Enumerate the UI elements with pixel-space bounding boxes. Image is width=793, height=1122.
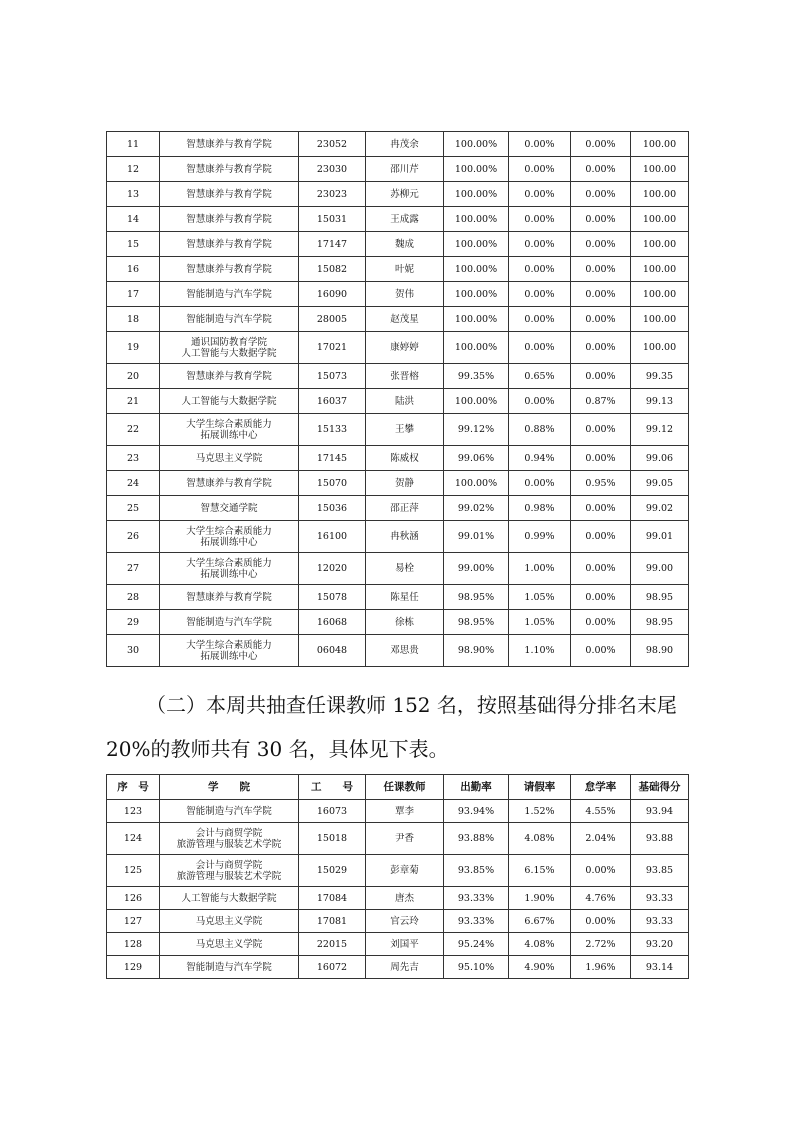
header-absence: 怠学率 [571, 775, 631, 800]
cell-leave: 1.05% [509, 610, 571, 635]
cell-id: 15029 [299, 855, 366, 887]
cell-teacher: 刘国平 [366, 933, 444, 956]
cell-attendance: 100.00% [444, 471, 509, 496]
cell-score: 99.35 [631, 364, 689, 389]
cell-leave: 0.88% [509, 414, 571, 446]
cell-no: 21 [107, 389, 160, 414]
cell-attendance: 100.00% [444, 282, 509, 307]
cell-score: 100.00 [631, 157, 689, 182]
cell-teacher: 贺伟 [366, 282, 444, 307]
cell-no: 13 [107, 182, 160, 207]
cell-score: 100.00 [631, 257, 689, 282]
cell-score: 93.33 [631, 887, 689, 910]
cell-teacher: 魏成 [366, 232, 444, 257]
cell-id: 23030 [299, 157, 366, 182]
cell-leave: 0.00% [509, 232, 571, 257]
cell-college: 智慧康养与教育学院 [160, 364, 299, 389]
cell-college: 会计与商贸学院 旅游管理与服装艺术学院 [160, 823, 299, 855]
cell-teacher: 尹香 [366, 823, 444, 855]
table-row [107, 446, 689, 471]
cell-attendance: 99.35% [444, 364, 509, 389]
cell-college: 智慧康养与教育学院 [160, 182, 299, 207]
table-row [107, 521, 689, 553]
cell-teacher: 苏柳元 [366, 182, 444, 207]
table-row [107, 910, 689, 933]
table-row [107, 553, 689, 585]
table-row [107, 332, 689, 364]
cell-college: 人工智能与大数据学院 [160, 887, 299, 910]
cell-score: 100.00 [631, 182, 689, 207]
cell-attendance: 99.02% [444, 496, 509, 521]
cell-college: 智慧康养与教育学院 [160, 207, 299, 232]
table-row [107, 471, 689, 496]
cell-leave: 0.00% [509, 207, 571, 232]
table-header-row [107, 775, 689, 800]
cell-college: 智慧康养与教育学院 [160, 157, 299, 182]
cell-absence: 4.55% [571, 800, 631, 823]
cell-absence: 0.00% [571, 414, 631, 446]
cell-college: 智慧康养与教育学院 [160, 585, 299, 610]
cell-id: 15078 [299, 585, 366, 610]
cell-absence: 0.95% [571, 471, 631, 496]
cell-score: 93.94 [631, 800, 689, 823]
cell-absence: 2.72% [571, 933, 631, 956]
cell-college: 智能制造与汽车学院 [160, 956, 299, 979]
cell-score: 93.14 [631, 956, 689, 979]
table-row [107, 887, 689, 910]
cell-teacher: 邵正萍 [366, 496, 444, 521]
cell-leave: 0.00% [509, 182, 571, 207]
cell-id: 16037 [299, 389, 366, 414]
cell-score: 98.95 [631, 585, 689, 610]
cell-id: 16073 [299, 800, 366, 823]
cell-leave: 4.08% [509, 933, 571, 956]
cell-attendance: 99.06% [444, 446, 509, 471]
cell-attendance: 93.94% [444, 800, 509, 823]
cell-college: 智能制造与汽车学院 [160, 307, 299, 332]
cell-teacher: 王成露 [366, 207, 444, 232]
cell-college: 大学生综合素质能力 拓展训练中心 [160, 521, 299, 553]
table-row [107, 933, 689, 956]
cell-leave: 0.98% [509, 496, 571, 521]
cell-attendance: 100.00% [444, 182, 509, 207]
cell-absence: 0.00% [571, 132, 631, 157]
cell-id: 17081 [299, 910, 366, 933]
cell-college: 人工智能与大数据学院 [160, 389, 299, 414]
cell-score: 99.12 [631, 414, 689, 446]
cell-absence: 0.00% [571, 282, 631, 307]
cell-absence: 0.00% [571, 207, 631, 232]
cell-absence: 0.00% [571, 585, 631, 610]
cell-no: 23 [107, 446, 160, 471]
header-no: 序 号 [107, 775, 160, 800]
table-row [107, 610, 689, 635]
cell-no: 26 [107, 521, 160, 553]
table-row [107, 157, 689, 182]
cell-college: 智慧康养与教育学院 [160, 471, 299, 496]
cell-teacher: 贺静 [366, 471, 444, 496]
summary-paragraph [106, 683, 706, 771]
table-row [107, 956, 689, 979]
cell-college: 马克思主义学院 [160, 933, 299, 956]
cell-leave: 6.67% [509, 910, 571, 933]
ranking-table-bottom-body [107, 800, 689, 979]
cell-score: 100.00 [631, 207, 689, 232]
table-row [107, 257, 689, 282]
cell-id: 15082 [299, 257, 366, 282]
cell-id: 15036 [299, 496, 366, 521]
cell-absence: 0.00% [571, 364, 631, 389]
table-row [107, 364, 689, 389]
cell-attendance: 95.10% [444, 956, 509, 979]
cell-absence: 4.76% [571, 887, 631, 910]
cell-no: 129 [107, 956, 160, 979]
cell-attendance: 100.00% [444, 157, 509, 182]
cell-no: 12 [107, 157, 160, 182]
cell-leave: 0.94% [509, 446, 571, 471]
cell-leave: 0.00% [509, 132, 571, 157]
cell-teacher: 叶妮 [366, 257, 444, 282]
cell-no: 11 [107, 132, 160, 157]
cell-leave: 6.15% [509, 855, 571, 887]
cell-attendance: 98.90% [444, 635, 509, 667]
cell-score: 99.01 [631, 521, 689, 553]
cell-score: 100.00 [631, 282, 689, 307]
header-college: 学 院 [160, 775, 299, 800]
cell-leave: 1.90% [509, 887, 571, 910]
cell-no: 25 [107, 496, 160, 521]
cell-id: 23023 [299, 182, 366, 207]
header-attendance: 出勤率 [444, 775, 509, 800]
cell-teacher: 陈星任 [366, 585, 444, 610]
ranking-table-top [106, 131, 689, 667]
cell-college: 智能制造与汽车学院 [160, 282, 299, 307]
cell-id: 28005 [299, 307, 366, 332]
cell-no: 30 [107, 635, 160, 667]
cell-score: 99.06 [631, 446, 689, 471]
cell-absence: 0.00% [571, 855, 631, 887]
cell-college: 智慧康养与教育学院 [160, 132, 299, 157]
cell-attendance: 100.00% [444, 389, 509, 414]
cell-absence: 0.00% [571, 257, 631, 282]
cell-absence: 0.00% [571, 232, 631, 257]
cell-college: 马克思主义学院 [160, 910, 299, 933]
cell-leave: 0.99% [509, 521, 571, 553]
cell-absence: 0.00% [571, 157, 631, 182]
cell-no: 124 [107, 823, 160, 855]
cell-college: 智慧康养与教育学院 [160, 257, 299, 282]
table-row [107, 389, 689, 414]
cell-id: 16090 [299, 282, 366, 307]
cell-teacher: 冉秋涵 [366, 521, 444, 553]
ranking-table-top-body [107, 132, 689, 667]
cell-id: 22015 [299, 933, 366, 956]
cell-leave: 0.00% [509, 389, 571, 414]
cell-leave: 4.90% [509, 956, 571, 979]
cell-no: 126 [107, 887, 160, 910]
cell-absence: 0.00% [571, 496, 631, 521]
cell-college: 智能制造与汽车学院 [160, 610, 299, 635]
cell-absence: 2.04% [571, 823, 631, 855]
table-row [107, 823, 689, 855]
cell-absence: 0.00% [571, 446, 631, 471]
cell-score: 93.88 [631, 823, 689, 855]
header-leave: 请假率 [509, 775, 571, 800]
cell-teacher: 易栓 [366, 553, 444, 585]
cell-no: 15 [107, 232, 160, 257]
cell-attendance: 93.85% [444, 855, 509, 887]
ranking-table-bottom [106, 774, 689, 979]
cell-college: 智能制造与汽车学院 [160, 800, 299, 823]
cell-teacher: 周先吉 [366, 956, 444, 979]
cell-no: 125 [107, 855, 160, 887]
cell-attendance: 100.00% [444, 232, 509, 257]
cell-no: 16 [107, 257, 160, 282]
cell-id: 15070 [299, 471, 366, 496]
table-row [107, 132, 689, 157]
cell-no: 128 [107, 933, 160, 956]
cell-absence: 0.00% [571, 910, 631, 933]
cell-id: 16100 [299, 521, 366, 553]
cell-teacher: 邓思贵 [366, 635, 444, 667]
cell-leave: 0.00% [509, 332, 571, 364]
cell-attendance: 100.00% [444, 132, 509, 157]
cell-id: 17145 [299, 446, 366, 471]
cell-id: 17021 [299, 332, 366, 364]
table-row [107, 635, 689, 667]
cell-no: 18 [107, 307, 160, 332]
cell-no: 19 [107, 332, 160, 364]
cell-attendance: 99.01% [444, 521, 509, 553]
cell-teacher: 张晋榕 [366, 364, 444, 389]
table-row [107, 496, 689, 521]
cell-absence: 0.00% [571, 521, 631, 553]
cell-leave: 0.65% [509, 364, 571, 389]
summary-line-2: 20%的教师共有 30 名，具体见下表。 [106, 737, 449, 761]
cell-teacher: 徐栋 [366, 610, 444, 635]
cell-college: 大学生综合素质能力 拓展训练中心 [160, 635, 299, 667]
cell-no: 127 [107, 910, 160, 933]
cell-leave: 0.00% [509, 307, 571, 332]
cell-id: 15133 [299, 414, 366, 446]
cell-attendance: 100.00% [444, 257, 509, 282]
cell-id: 06048 [299, 635, 366, 667]
cell-no: 17 [107, 282, 160, 307]
cell-no: 14 [107, 207, 160, 232]
cell-absence: 0.00% [571, 635, 631, 667]
cell-college: 智慧交通学院 [160, 496, 299, 521]
cell-score: 100.00 [631, 307, 689, 332]
table-row [107, 282, 689, 307]
header-id: 工 号 [299, 775, 366, 800]
cell-id: 15073 [299, 364, 366, 389]
cell-no: 28 [107, 585, 160, 610]
cell-id: 12020 [299, 553, 366, 585]
cell-absence: 0.00% [571, 307, 631, 332]
cell-attendance: 93.33% [444, 887, 509, 910]
cell-attendance: 93.88% [444, 823, 509, 855]
header-score: 基础得分 [631, 775, 689, 800]
cell-teacher: 彭章菊 [366, 855, 444, 887]
cell-absence: 0.00% [571, 182, 631, 207]
cell-attendance: 98.95% [444, 610, 509, 635]
cell-leave: 4.08% [509, 823, 571, 855]
cell-id: 17084 [299, 887, 366, 910]
cell-score: 100.00 [631, 232, 689, 257]
cell-no: 22 [107, 414, 160, 446]
cell-score: 98.95 [631, 610, 689, 635]
cell-id: 17147 [299, 232, 366, 257]
cell-score: 99.02 [631, 496, 689, 521]
cell-no: 27 [107, 553, 160, 585]
cell-teacher: 陈威权 [366, 446, 444, 471]
cell-college: 大学生综合素质能力 拓展训练中心 [160, 553, 299, 585]
cell-leave: 0.00% [509, 282, 571, 307]
cell-id: 16068 [299, 610, 366, 635]
cell-teacher: 王攀 [366, 414, 444, 446]
cell-attendance: 98.95% [444, 585, 509, 610]
cell-score: 100.00 [631, 132, 689, 157]
cell-attendance: 100.00% [444, 332, 509, 364]
table-row [107, 585, 689, 610]
cell-id: 23052 [299, 132, 366, 157]
cell-score: 99.05 [631, 471, 689, 496]
cell-score: 93.20 [631, 933, 689, 956]
cell-teacher: 覃李 [366, 800, 444, 823]
cell-no: 29 [107, 610, 160, 635]
table-row [107, 855, 689, 887]
cell-leave: 1.00% [509, 553, 571, 585]
table-row [107, 307, 689, 332]
table-row [107, 182, 689, 207]
table-row [107, 414, 689, 446]
summary-line-1: （二）本周共抽查任课教师 152 名，按照基础得分排名末尾 [146, 693, 677, 717]
cell-attendance: 93.33% [444, 910, 509, 933]
cell-leave: 1.10% [509, 635, 571, 667]
cell-id: 15031 [299, 207, 366, 232]
cell-leave: 1.52% [509, 800, 571, 823]
cell-score: 98.90 [631, 635, 689, 667]
cell-score: 93.33 [631, 910, 689, 933]
cell-no: 123 [107, 800, 160, 823]
cell-attendance: 99.12% [444, 414, 509, 446]
cell-leave: 0.00% [509, 257, 571, 282]
cell-absence: 0.00% [571, 610, 631, 635]
cell-attendance: 100.00% [444, 307, 509, 332]
cell-college: 会计与商贸学院 旅游管理与服装艺术学院 [160, 855, 299, 887]
cell-absence: 0.00% [571, 553, 631, 585]
cell-college: 通识国防教育学院 人工智能与大数据学院 [160, 332, 299, 364]
table-row [107, 232, 689, 257]
cell-id: 16072 [299, 956, 366, 979]
table-row [107, 800, 689, 823]
cell-id: 15018 [299, 823, 366, 855]
cell-leave: 0.00% [509, 157, 571, 182]
cell-no: 20 [107, 364, 160, 389]
cell-leave: 0.00% [509, 471, 571, 496]
cell-teacher: 邵川芹 [366, 157, 444, 182]
cell-teacher: 冉茂余 [366, 132, 444, 157]
cell-score: 99.13 [631, 389, 689, 414]
cell-score: 100.00 [631, 332, 689, 364]
cell-leave: 1.05% [509, 585, 571, 610]
cell-score: 93.85 [631, 855, 689, 887]
cell-college: 马克思主义学院 [160, 446, 299, 471]
cell-attendance: 99.00% [444, 553, 509, 585]
header-teacher: 任课教师 [366, 775, 444, 800]
cell-no: 24 [107, 471, 160, 496]
cell-teacher: 康婷婷 [366, 332, 444, 364]
cell-teacher: 官云玲 [366, 910, 444, 933]
table-row [107, 207, 689, 232]
cell-teacher: 赵茂星 [366, 307, 444, 332]
cell-absence: 0.00% [571, 332, 631, 364]
cell-attendance: 95.24% [444, 933, 509, 956]
cell-score: 99.00 [631, 553, 689, 585]
cell-college: 智慧康养与教育学院 [160, 232, 299, 257]
cell-absence: 1.96% [571, 956, 631, 979]
cell-teacher: 陆洪 [366, 389, 444, 414]
cell-absence: 0.87% [571, 389, 631, 414]
cell-college: 大学生综合素质能力 拓展训练中心 [160, 414, 299, 446]
cell-teacher: 唐杰 [366, 887, 444, 910]
cell-attendance: 100.00% [444, 207, 509, 232]
